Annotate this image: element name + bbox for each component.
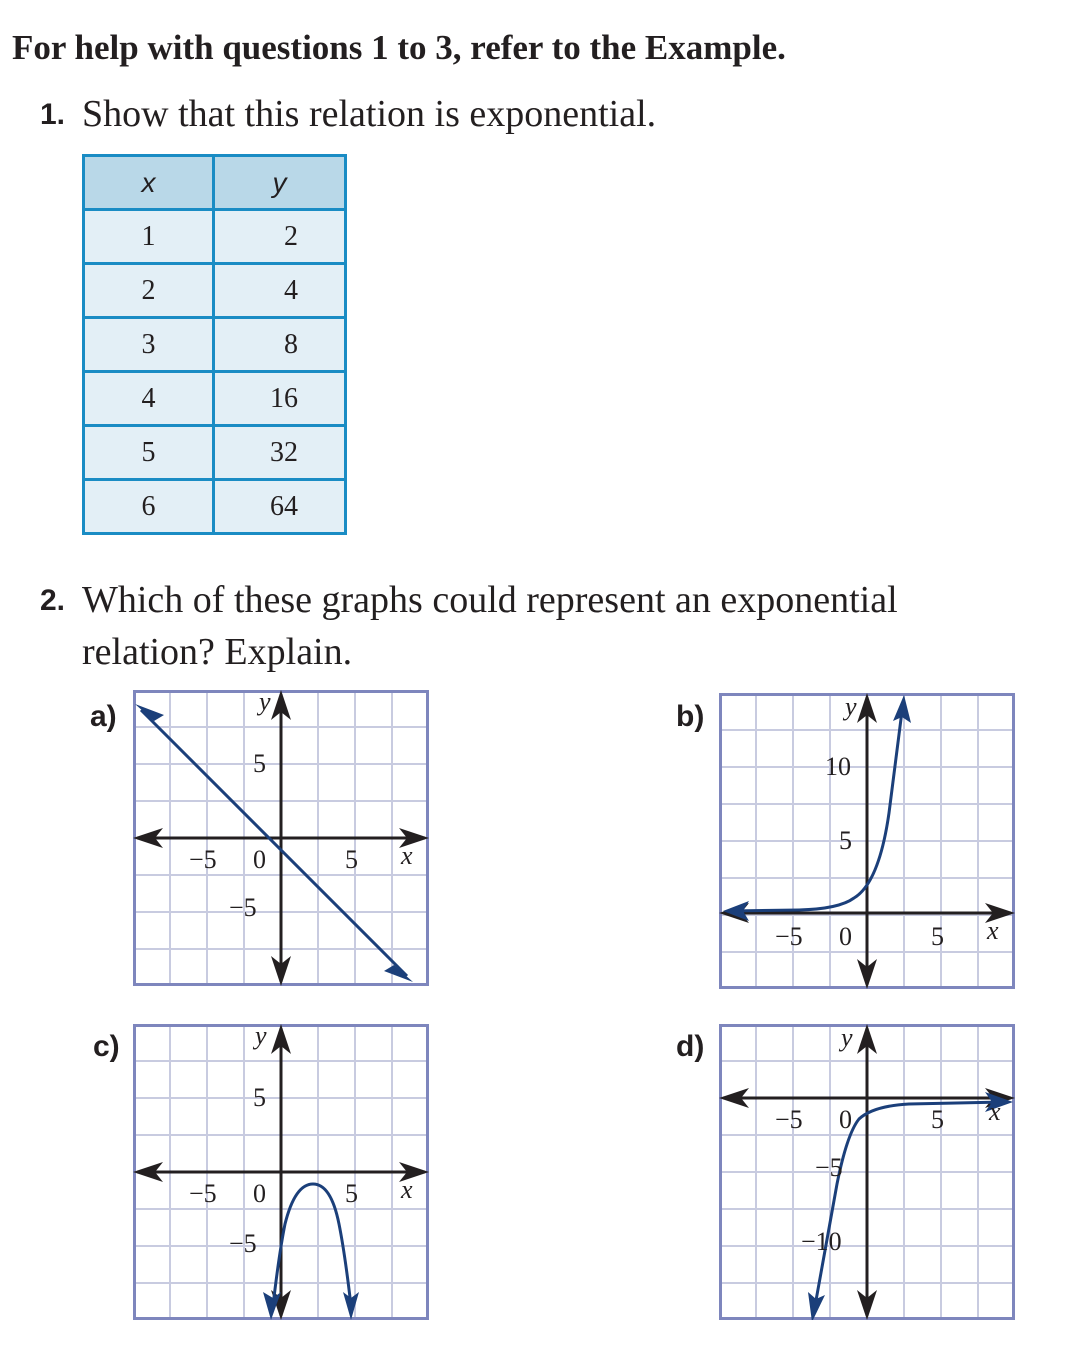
graph-c-tick: 5: [253, 1083, 266, 1112]
table-cell-x: 5: [84, 426, 214, 480]
graph-a-tick: 0: [253, 845, 266, 874]
instruction-heading: For help with questions 1 to 3, refer to the Example.: [12, 28, 786, 67]
graph-b: [719, 693, 1015, 989]
graph-a-label: a): [90, 700, 117, 733]
table-row: [84, 480, 346, 534]
graph-d-tick: −5: [815, 1153, 843, 1182]
question-1-number: 1.: [40, 98, 66, 131]
graph-d-x-label: x: [989, 1097, 1001, 1126]
graph-c-label: c): [93, 1030, 120, 1063]
graph-c-tick: −5: [189, 1179, 217, 1208]
graph-a: [133, 690, 429, 986]
table-row: [84, 210, 346, 264]
graph-a-tick: −5: [189, 845, 217, 874]
question-2-number: 2.: [40, 584, 66, 617]
question-2-text-line2: relation? Explain.: [82, 631, 353, 673]
graph-c-tick: 0: [253, 1179, 266, 1208]
graph-c-x-label: x: [401, 1175, 413, 1204]
table-cell-x: 2: [84, 264, 214, 318]
graph-b-label: b): [676, 700, 705, 733]
table-header-x: x: [84, 156, 214, 210]
table-cell-x: 3: [84, 318, 214, 372]
graph-b-curve: [729, 711, 902, 911]
graph-b-x-label: x: [987, 916, 999, 945]
table-cell-x: 4: [84, 372, 214, 426]
table-cell-y: 32: [214, 426, 346, 480]
graph-c-y-label: y: [255, 1024, 267, 1050]
table-cell-y: 2: [214, 210, 346, 264]
graph-a-tick: 5: [345, 845, 358, 874]
graph-b-tick: −5: [775, 922, 803, 951]
graph-c: [133, 1024, 429, 1320]
graph-b-y-label: y: [845, 693, 857, 721]
table-row: [84, 318, 346, 372]
graph-c-tick: 5: [345, 1179, 358, 1208]
question-1-text: Show that this relation is exponential.: [82, 93, 657, 135]
graph-d-tick: 0: [839, 1105, 852, 1134]
graph-b-tick: 0: [839, 922, 852, 951]
table-cell-x: 6: [84, 480, 214, 534]
table-cell-y: 4: [214, 264, 346, 318]
table-cell-y: 64: [214, 480, 346, 534]
table-cell-y: 16: [214, 372, 346, 426]
graph-d-label: d): [676, 1030, 705, 1063]
table-row: [84, 372, 346, 426]
graph-d-y-label: y: [841, 1024, 853, 1052]
graph-a-line: [141, 710, 407, 976]
graph-d-tick: −10: [801, 1227, 842, 1256]
table-cell-y: 8: [214, 318, 346, 372]
table-row: [84, 264, 346, 318]
graph-b-tick: 5: [839, 826, 852, 855]
graph-c-tick: −5: [229, 1229, 257, 1258]
table-header-row: [84, 156, 346, 210]
table-cell-x: 1: [84, 210, 214, 264]
graph-d: [719, 1024, 1015, 1320]
graph-a-tick: 5: [253, 749, 266, 778]
table-row: [84, 426, 346, 480]
table-header-y: y: [214, 156, 346, 210]
graph-a-y-label: y: [259, 690, 271, 716]
graph-a-x-label: x: [401, 841, 413, 870]
xy-table: [82, 154, 347, 535]
graph-b-tick: 5: [931, 922, 944, 951]
graph-a-tick: −5: [229, 893, 257, 922]
graph-d-tick: 5: [931, 1105, 944, 1134]
question-2-text-line1: Which of these graphs could represent an exponential: [82, 579, 898, 621]
graph-b-tick: 10: [825, 752, 851, 781]
graph-d-tick: −5: [775, 1105, 803, 1134]
